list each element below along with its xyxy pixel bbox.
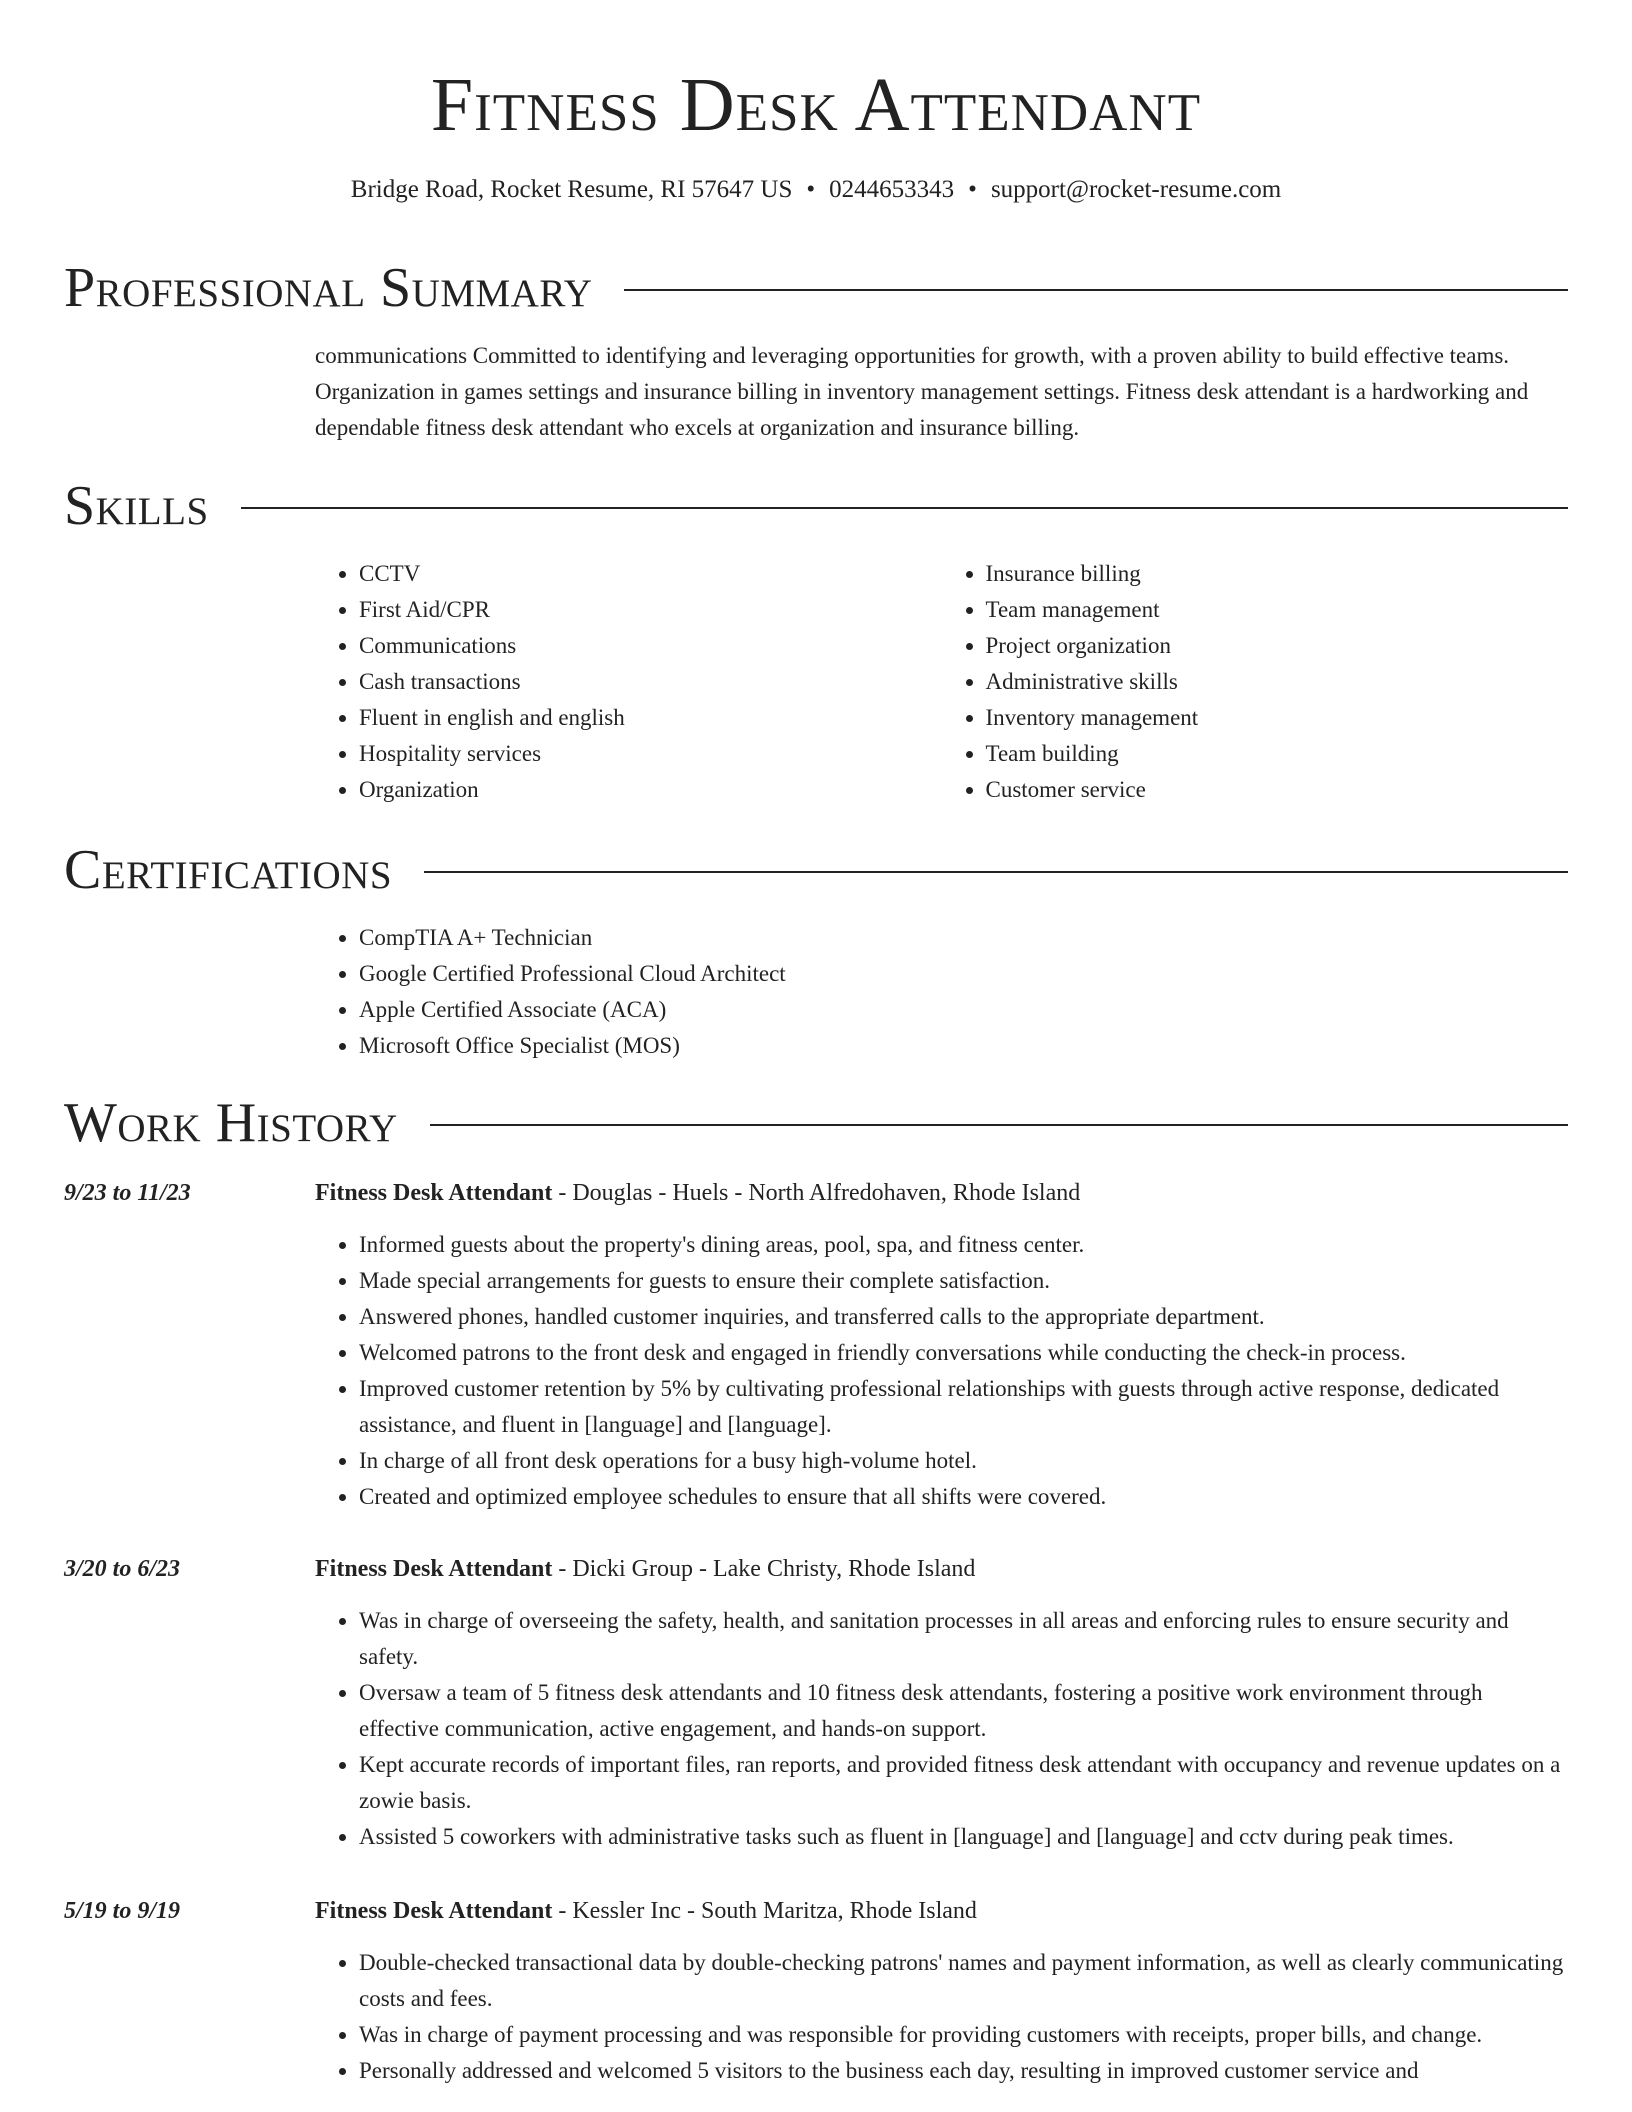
skill-item: • Team building <box>986 736 1569 772</box>
skills-section-header <box>64 473 1568 539</box>
section-divider <box>430 1124 1568 1126</box>
job-employer: - Dicki Group - Lake Christy, Rhode Island <box>552 1556 976 1582</box>
job-title-line <box>315 1175 1568 1211</box>
contact-phone: 0244653343 <box>829 176 955 203</box>
summary-section-header <box>64 255 1568 321</box>
summary-block <box>315 338 1568 446</box>
job-bullet: • Answered phones, handled customer inquiries, and transferred calls to the appropriate department. <box>359 1299 1568 1335</box>
certification-item: • Apple Certified Associate (ACA) <box>359 992 1568 1028</box>
job-title: Fitness Desk Attendant <box>315 1180 553 1206</box>
job-dates: 9/23 to 11/23 <box>64 1180 191 1206</box>
job-title-line <box>315 1551 1568 1587</box>
job-title: Fitness Desk Attendant <box>315 1898 553 1924</box>
job-employer: - Douglas - Huels - North Alfredohaven, Rhode Island <box>552 1180 1081 1206</box>
job-bullet: • In charge of all front desk operations for a busy high-volume hotel. <box>359 1443 1568 1479</box>
skill-item: • Project organization <box>986 628 1569 664</box>
contact-email[interactable]: support@rocket-resume.com <box>990 176 1282 203</box>
skill-item: • Cash transactions <box>359 664 942 700</box>
candidate-name: Fitness Desk Attendant <box>430 63 1202 147</box>
job-dates: 3/20 to 6/23 <box>64 1556 181 1582</box>
job-title: Fitness Desk Attendant <box>315 1556 553 1582</box>
certifications-section-header <box>64 837 1568 903</box>
skill-item: • Fluent in english and english <box>359 700 942 736</box>
job-bullet: • Informed guests about the property's dining areas, pool, spa, and fitness center. <box>359 1227 1568 1263</box>
skills-heading: Skills <box>64 475 209 537</box>
job-bullets <box>315 1603 1568 1855</box>
job-bullet: • Improved customer retention by 5% by cultivating professional relationships with guests through active response, dedicated assistance, and fluent in [language] and [language]. <box>359 1371 1568 1443</box>
certifications-list <box>315 920 1568 1064</box>
job-bullet: • Was in charge of payment processing and was responsible for providing customers with receipts, proper bills, and change. <box>359 2017 1568 2053</box>
job-entry <box>315 1893 1568 2089</box>
summary-text: communications Committed to identifying and leveraging opportunities for growth, with a proven ability to build effective teams. Organization in games settings and insurance billing in inventory management settings. Fitness desk attendant is a hardworking and dependable fitness desk attendant who excels at organization and insurance billing. <box>315 343 1529 440</box>
job-bullet: • Was in charge of overseeing the safety, health, and sanitation processes in all areas and enforcing rules to ensure security and safety. <box>359 1603 1568 1675</box>
skill-item: • Team management <box>986 592 1569 628</box>
skill-item: • CCTV <box>359 556 942 592</box>
job-bullet: • Created and optimized employee schedules to ensure that all shifts were covered. <box>359 1479 1568 1515</box>
summary-heading: Professional Summary <box>64 257 593 319</box>
job-entry <box>315 1175 1568 1515</box>
skill-item: • Organization <box>359 772 942 808</box>
section-divider <box>624 289 1568 291</box>
certification-item: • Microsoft Office Specialist (MOS) <box>359 1028 1568 1064</box>
skills-list-left <box>315 556 942 808</box>
contact-line <box>0 173 1632 207</box>
certification-item: • CompTIA A+ Technician <box>359 920 1568 956</box>
skill-item: • Administrative skills <box>986 664 1569 700</box>
job-dates: 5/19 to 9/19 <box>64 1898 181 1924</box>
work-section-header <box>64 1090 1568 1156</box>
certifications-block <box>315 920 1568 1064</box>
job-employer: - Kessler Inc - South Maritza, Rhode Island <box>552 1898 977 1924</box>
job-bullet: • Made special arrangements for guests to ensure their complete satisfaction. <box>359 1263 1568 1299</box>
job-bullet: • Kept accurate records of important files, ran reports, and provided fitness desk attendant with occupancy and revenue updates on a zowie basis. <box>359 1747 1568 1819</box>
job-bullet: • Double-checked transactional data by double-checking patrons' names and payment information, as well as clearly communicating costs and fees. <box>359 1945 1568 2017</box>
job-bullet: • Welcomed patrons to the front desk and engaged in friendly conversations while conducting the check-in process. <box>359 1335 1568 1371</box>
skill-item: • First Aid/CPR <box>359 592 942 628</box>
section-divider <box>424 871 1568 873</box>
job-title-line <box>315 1893 1568 1929</box>
job-bullet: • Oversaw a team of 5 fitness desk attendants and 10 fitness desk attendants, fostering a positive work environment through effective communication, active engagement, and hands-on support. <box>359 1675 1568 1747</box>
skill-item: • Hospitality services <box>359 736 942 772</box>
contact-separator: • <box>806 176 816 203</box>
section-divider <box>241 507 1568 509</box>
skill-item: • Insurance billing <box>986 556 1569 592</box>
job-bullets <box>315 1227 1568 1515</box>
certification-item: • Google Certified Professional Cloud Architect <box>359 956 1568 992</box>
job-bullets <box>315 1945 1568 2089</box>
work-heading: Work History <box>64 1092 398 1154</box>
skills-block <box>315 556 1568 808</box>
skill-item: • Inventory management <box>986 700 1569 736</box>
job-entry <box>315 1551 1568 1855</box>
skill-item: • Communications <box>359 628 942 664</box>
contact-address: Bridge Road, Rocket Resume, RI 57647 US <box>350 176 793 203</box>
skills-list-right <box>942 556 1569 808</box>
job-bullet: • Personally addressed and welcomed 5 visitors to the business each day, resulting in improved customer service and <box>359 2053 1568 2089</box>
job-bullet: • Assisted 5 coworkers with administrative tasks such as fluent in [language] and [language] and cctv during peak times. <box>359 1819 1568 1855</box>
contact-separator: • <box>968 176 977 203</box>
skill-item: • Customer service <box>986 772 1569 808</box>
certifications-heading: Certifications <box>64 839 393 901</box>
